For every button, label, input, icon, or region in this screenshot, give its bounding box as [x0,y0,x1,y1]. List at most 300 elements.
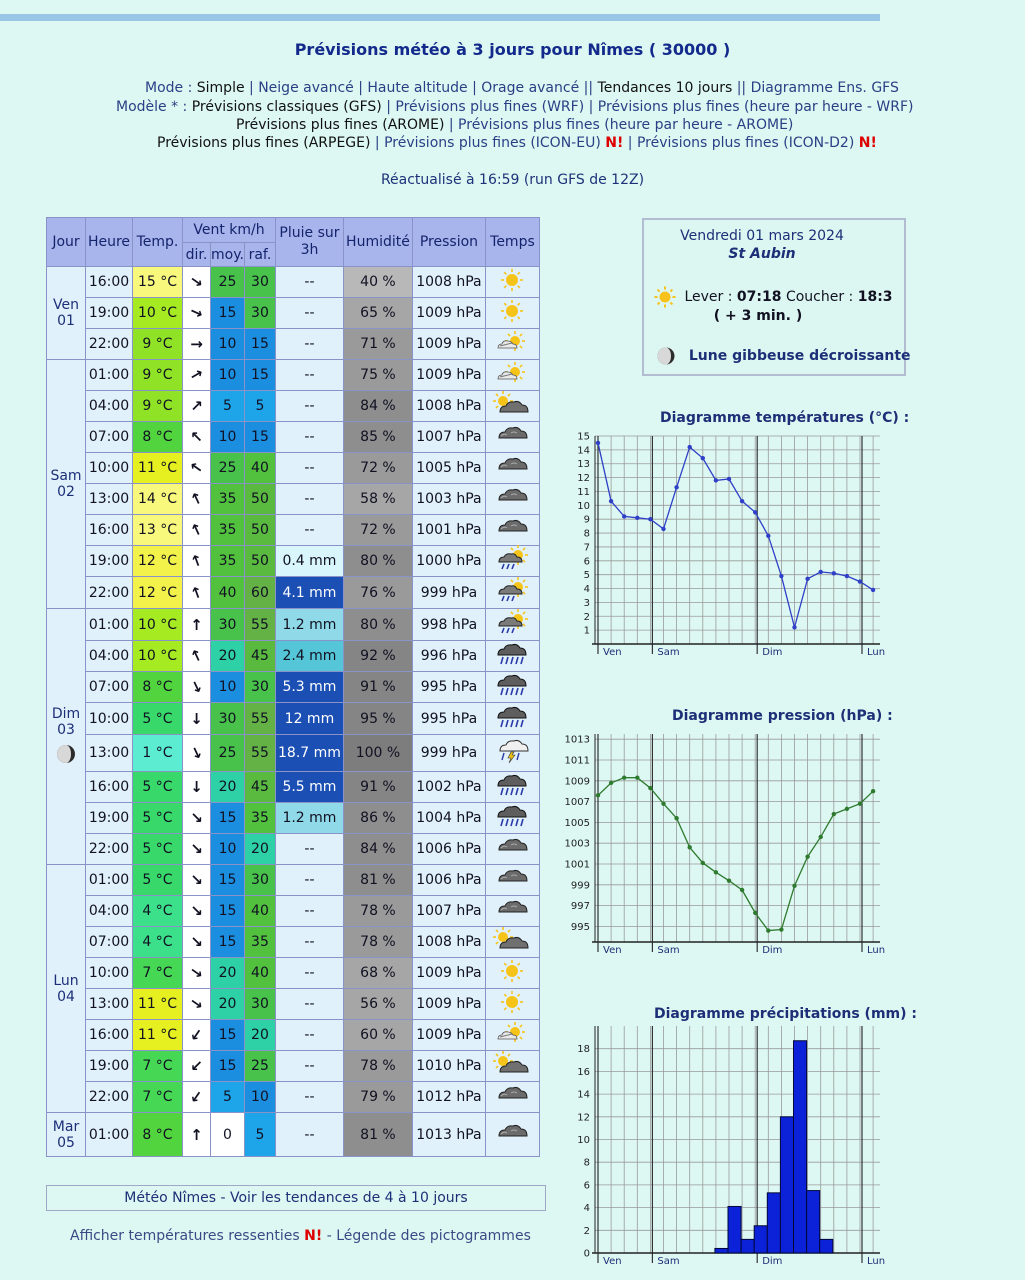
temp-cell: 4 °C [133,896,183,927]
hour-cell: 22:00 [86,834,133,865]
wind-avg-cell: 10 [211,834,245,865]
data-bar [807,1191,820,1253]
weather-cloud-icon [495,454,529,482]
pressure-cell: 998 hPa [412,609,485,641]
y-tick-label: 16 [577,1066,590,1078]
weather-cloud-icon [495,835,529,863]
weather-suncloud-icon [495,361,529,389]
temp-cell: 9 °C [133,360,183,391]
wind-gust-cell: 40 [244,896,275,927]
rain-cell: -- [275,329,343,360]
header-wind-dir: dir. [183,243,211,267]
temp-cell: 14 °C [133,484,183,515]
y-tick-label: 3 [583,597,590,609]
pressure-cell: 1008 hPa [412,927,485,958]
day-name: Ven [53,297,79,313]
sky-cell [485,609,539,641]
weather-sun-icon [495,299,529,327]
data-point [858,579,862,583]
temp-cell: 12 °C [133,546,183,577]
rain-cell: 4.1 mm [275,577,343,609]
x-day-label: Ven [603,647,622,658]
y-tick-label: 2 [583,1225,590,1237]
sky-cell [485,391,539,422]
data-bar [780,1117,793,1253]
hour-cell: 01:00 [86,1113,133,1157]
sun-info-box [642,218,911,376]
footer-links [70,1228,531,1244]
rain-cell: 1.2 mm [275,803,343,834]
day-length-delta: ( + 3 min. ) [713,308,803,324]
y-tick-label: 997 [570,901,590,913]
day-number: 05 [57,1134,75,1151]
table-row [47,803,540,834]
wind-arrow-icon: ↓ [190,709,203,728]
humidity-cell: 71 % [343,329,412,360]
data-point [622,775,626,779]
pressure-cell: 1006 hPa [412,865,485,896]
data-bar [741,1239,754,1253]
model-wrf[interactable]: Prévisions plus fines (WRF) [395,99,585,115]
legend-link[interactable]: - Légende des pictogrammes [326,1228,531,1244]
sky-cell [485,641,539,672]
model-icon-eu[interactable]: Prévisions plus fines (ICON-EU) [384,135,601,151]
table-row [47,1113,540,1157]
humidity-cell: 78 % [343,1051,412,1082]
y-tick-label: 1007 [564,797,590,809]
temp-cell: 5 °C [133,803,183,834]
sky-cell [485,989,539,1020]
header-sky: Temps [485,218,539,267]
data-bar [767,1193,780,1253]
wind-gust-cell: 20 [244,834,275,865]
wind-dir-cell [183,1020,211,1051]
y-tick-label: 9 [583,514,590,526]
sun-box-place: St Aubin [728,246,796,262]
y-tick-label: 6 [583,556,590,568]
sky-cell [485,515,539,546]
wind-dir-cell [183,546,211,577]
data-point [792,625,796,629]
temperature-chart [560,426,886,674]
table-row [47,360,540,391]
table-row [47,484,540,515]
update-time: Réactualisé à 16:59 (run GFS de 12Z) [380,172,645,188]
pressure-cell: 1009 hPa [412,329,485,360]
header-wind-avg: moy. [211,243,245,267]
wind-arrow-icon: ↑ [190,1125,203,1144]
weather-cloudsun-icon [495,1052,529,1080]
trends-link[interactable]: Météo Nîmes - Voir les tendances de 4 à 10 jours [46,1185,546,1211]
weather-sunrain-icon [495,579,529,607]
wind-dir-cell [183,735,211,772]
data-point [714,478,718,482]
wind-arrow-icon: ↘ [190,809,203,827]
wind-arrow-icon: ↘ [188,963,205,983]
sky-cell [485,735,539,772]
humidity-cell: 81 % [343,865,412,896]
data-point [740,499,744,503]
sky-cell [485,865,539,896]
wind-gust-cell: 50 [244,546,275,577]
wind-arrow-icon: ↖ [186,550,206,572]
x-day-label: Dim [762,647,783,658]
sun-times [684,286,893,308]
model-arpege[interactable]: Prévisions plus fines (ARPEGE) [157,135,371,151]
sunset-label: Coucher : [785,289,854,305]
y-tick-label: 15 [577,431,590,443]
wind-avg-cell: 15 [211,1020,245,1051]
x-day-label: Ven [603,945,622,956]
humidity-cell: 80 % [343,609,412,641]
wind-dir-cell [183,772,211,803]
x-day-label: Lun [867,647,886,658]
wind-dir-cell [183,865,211,896]
day-number: 01 [57,313,75,329]
header-humidity: Humidité [343,218,412,267]
wind-gust-cell: 10 [244,1082,275,1113]
temp-cell: 7 °C [133,1082,183,1113]
wind-dir-cell [183,577,211,609]
rain-cell: -- [275,896,343,927]
y-tick-label: 1005 [564,817,590,829]
data-point [674,816,678,820]
day-name: Lun [53,972,79,989]
rain-cell: -- [275,1082,343,1113]
hour-cell: 01:00 [86,360,133,391]
sky-cell [485,329,539,360]
pressure-cell: 996 hPa [412,641,485,672]
precip-chart-title: Diagramme précipitations (mm) : [654,1006,917,1022]
header-pressure: Pression [412,218,485,267]
day-number: 03 [57,721,75,738]
rain-cell: -- [275,1113,343,1157]
y-tick-label: 4 [583,584,590,596]
temp-cell: 10 °C [133,298,183,329]
wind-arrow-icon: ↙ [188,1087,205,1107]
wind-avg-cell: 0 [211,1113,245,1157]
y-tick-label: 6 [583,1180,590,1192]
data-point [805,577,809,581]
wind-avg-cell: 35 [211,484,245,515]
table-row [47,422,540,453]
weather-suncloud-icon [495,330,529,358]
sky-cell [485,1051,539,1082]
data-point [753,911,757,915]
data-point [674,485,678,489]
sunrise-time: 07:18 [736,289,782,305]
data-point [845,574,849,578]
wind-dir-cell [183,391,211,422]
y-tick-label: 14 [577,1089,590,1101]
data-point [635,775,639,779]
wind-avg-cell: 35 [211,546,245,577]
wind-arrow-icon: ↖ [188,458,205,478]
wind-dir-cell [183,703,211,735]
rain-cell: -- [275,360,343,391]
data-point [779,927,783,931]
table-row [47,672,540,703]
wind-gust-cell: 55 [244,735,275,772]
weather-sunrain-icon [495,611,529,639]
temp-cell: 4 °C [133,927,183,958]
series-line [598,443,873,627]
model-arome[interactable]: Prévisions plus fines (AROME) [236,117,445,133]
wind-gust-cell: 50 [244,515,275,546]
hour-cell: 22:00 [86,329,133,360]
weather-sun-icon [495,990,529,1018]
wind-gust-cell: 40 [244,453,275,484]
rain-cell: -- [275,298,343,329]
data-point [701,861,705,865]
day-name: Dim [51,705,81,722]
weather-cloud-icon [495,1121,529,1149]
table-row [47,927,540,958]
wind-avg-cell: 15 [211,865,245,896]
data-point [766,534,770,538]
header-temp: Temp. [133,218,183,267]
temp-cell: 5 °C [133,772,183,803]
wind-avg-cell: 30 [211,703,245,735]
data-point [609,499,613,503]
humidity-cell: 100 % [343,735,412,772]
y-tick-label: 11 [577,486,590,498]
data-point [858,801,862,805]
hour-cell: 13:00 [86,735,133,772]
data-point [727,878,731,882]
sky-cell [485,484,539,515]
wind-arrow-icon: ↖ [187,488,206,510]
wind-arrow-icon: ↖ [187,519,206,541]
y-tick-label: 1009 [564,776,590,788]
temp-cell: 11 °C [133,989,183,1020]
data-point [871,588,875,592]
temp-cell: 5 °C [133,703,183,735]
table-row [47,1051,540,1082]
y-tick-label: 1013 [564,734,590,746]
humidity-cell: 72 % [343,515,412,546]
wind-avg-cell: 40 [211,577,245,609]
humidity-cell: 65 % [343,298,412,329]
wind-dir-cell [183,298,211,329]
model-line-3: Prévisions plus fines (ARPEGE) | Prévisions plus fines (ICON-EU) N! | Prévisions plus fines (ICON-D2) N! [157,135,877,151]
mode-line: Mode : Simple | Neige avancé | Haute altitude | Orage avancé || Tendances 10 jours || Diagramme Ens. GFS [145,80,899,96]
weather-rain-icon [495,773,529,801]
mode-orage[interactable]: Orage avancé [481,80,580,96]
wind-gust-cell: 15 [244,360,275,391]
pressure-cell: 999 hPa [412,577,485,609]
table-row [47,298,540,329]
table-row [47,1020,540,1051]
y-tick-label: 14 [577,445,590,457]
temp-cell: 10 °C [133,609,183,641]
pressure-cell: 1009 hPa [412,1020,485,1051]
rain-cell: -- [275,484,343,515]
data-bar [715,1248,728,1253]
feels-like-link[interactable]: Afficher températures ressenties [70,1228,300,1244]
wind-dir-cell [183,484,211,515]
day-cell [47,865,86,1113]
data-bar [728,1206,741,1253]
data-point [819,570,823,574]
pressure-cell: 1009 hPa [412,989,485,1020]
x-day-label: Lun [867,945,886,956]
wind-gust-cell: 30 [244,672,275,703]
hour-cell: 01:00 [86,609,133,641]
temp-cell: 13 °C [133,515,183,546]
weather-rain-icon [495,804,529,832]
sky-cell [485,1020,539,1051]
wind-gust-cell: 20 [244,1020,275,1051]
y-tick-label: 999 [570,880,590,892]
weather-cloud-icon [495,423,529,451]
data-point [740,888,744,892]
series-line [598,778,873,931]
y-tick-label: 1001 [564,859,590,871]
humidity-cell: 86 % [343,803,412,834]
hour-cell: 04:00 [86,896,133,927]
wind-gust-cell: 40 [244,958,275,989]
rain-cell: -- [275,1020,343,1051]
pressure-cell: 1010 hPa [412,1051,485,1082]
table-row [47,735,540,772]
weather-suncloud-icon [495,1021,529,1049]
moon-phase-label: Lune gibbeuse décroissante [688,348,911,364]
wind-gust-cell: 30 [244,989,275,1020]
wind-gust-cell: 25 [244,1051,275,1082]
day-name: Mar [52,1118,80,1135]
mode-altitude[interactable]: Haute altitude [367,80,468,96]
wind-dir-cell [183,329,211,360]
pressure-cell: 1005 hPa [412,453,485,484]
day-cell [47,267,86,360]
hour-cell: 10:00 [86,453,133,484]
humidity-cell: 85 % [343,422,412,453]
wind-arrow-icon: ↑ [190,615,203,634]
wind-dir-cell [183,803,211,834]
wind-avg-cell: 20 [211,958,245,989]
pressure-cell: 1008 hPa [412,267,485,298]
data-bar [820,1239,833,1253]
precipitation-chart [560,1022,886,1280]
sky-cell [485,453,539,484]
weather-storm-icon [495,739,529,767]
table-row [47,391,540,422]
sky-cell [485,546,539,577]
rain-cell: 5.3 mm [275,672,343,703]
rain-cell: 18.7 mm [275,735,343,772]
wind-gust-cell: 45 [244,641,275,672]
data-point [661,527,665,531]
pressure-cell: 1002 hPa [412,772,485,803]
rain-cell: 5.5 mm [275,772,343,803]
day-number: 02 [57,484,75,500]
table-row [47,329,540,360]
wind-dir-cell [183,927,211,958]
sky-cell [485,360,539,391]
wind-avg-cell: 20 [211,772,245,803]
day-cell [47,1113,86,1157]
y-tick-label: 4 [583,1203,590,1215]
wind-arrow-icon: ↘ [190,933,203,951]
pressure-cell: 1009 hPa [412,958,485,989]
temp-cell: 8 °C [133,672,183,703]
pressure-cell: 995 hPa [412,703,485,735]
sky-cell [485,958,539,989]
hour-cell: 22:00 [86,1082,133,1113]
pressure-cell: 995 hPa [412,672,485,703]
humidity-cell: 78 % [343,927,412,958]
humidity-cell: 92 % [343,641,412,672]
sky-cell [485,672,539,703]
weather-cloud-icon [495,1083,529,1111]
top-bar [0,14,880,21]
table-row [47,958,540,989]
data-point [714,870,718,874]
model-icon-d2[interactable]: Prévisions plus fines (ICON-D2) [636,135,855,151]
wind-avg-cell: 20 [211,641,245,672]
data-point [832,812,836,816]
new-badge: N! [605,135,624,151]
wind-dir-cell [183,672,211,703]
mode-neige[interactable]: Neige avancé [258,80,354,96]
table-row [47,834,540,865]
rain-cell: 0.4 mm [275,546,343,577]
pressure-cell: 1003 hPa [412,484,485,515]
wind-avg-cell: 25 [211,267,245,298]
wind-dir-cell [183,641,211,672]
wind-gust-cell: 30 [244,298,275,329]
weather-cloudsun-icon [495,928,529,956]
mode-simple[interactable]: Simple [196,80,245,96]
wind-dir-cell [183,896,211,927]
weather-cloud-icon [495,866,529,894]
wind-arrow-icon: ↘ [188,272,205,292]
wind-gust-cell: 35 [244,927,275,958]
temp-cell: 9 °C [133,391,183,422]
mode-tendances[interactable]: Tendances 10 jours [597,80,733,96]
model-wrf-hourly[interactable]: Prévisions plus fines (heure par heure - WRF) [597,99,914,115]
data-point [701,456,705,460]
x-day-label: Dim [762,1256,783,1267]
x-day-label: Lun [867,1256,886,1267]
mode-diagramme[interactable]: Diagramme Ens. GFS [750,80,899,96]
wind-arrow-icon: ↓ [190,778,203,796]
y-tick-label: 13 [577,459,590,471]
weather-rain-icon [495,673,529,701]
rain-cell: -- [275,989,343,1020]
wind-dir-cell [183,1082,211,1113]
sky-cell [485,1082,539,1113]
model-arome-hourly[interactable]: Prévisions plus fines (heure par heure - AROME) [458,117,794,133]
wind-avg-cell: 5 [211,1082,245,1113]
y-tick-label: 2 [583,611,590,623]
hour-cell: 01:00 [86,865,133,896]
wind-arrow-icon: ↘ [188,994,205,1014]
sky-cell [485,896,539,927]
wind-dir-cell [183,422,211,453]
sun-box-date: Vendredi 01 mars 2024 [680,228,844,244]
weather-cloudsun-icon [495,392,529,420]
humidity-cell: 78 % [343,896,412,927]
model-gfs[interactable]: Prévisions classiques (GFS) [191,99,382,115]
sunrise-label: Lever : [684,289,733,305]
pressure-cell: 1007 hPa [412,422,485,453]
hour-cell: 16:00 [86,267,133,298]
wind-arrow-icon: ↖ [190,428,203,446]
y-tick-label: 7 [583,542,590,554]
wind-dir-cell [183,1051,211,1082]
